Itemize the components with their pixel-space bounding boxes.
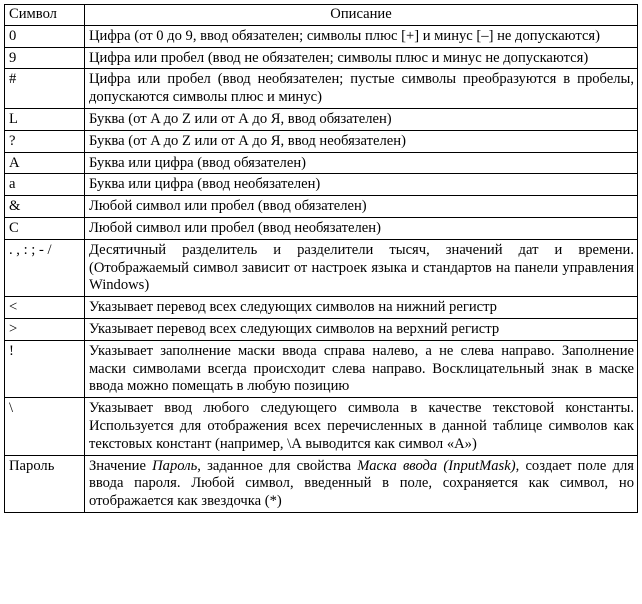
table-row — [5, 297, 638, 319]
row-description: Любой символ или пробел (ввод необязателен) — [85, 217, 638, 239]
row-description: Указывает заполнение маски ввода справа налево, а не слева направо. Заполнение маски символами всегда происходит слева направо. Восклицательный знак в маске ввода можно помещать в любую позицию — [85, 340, 638, 397]
row-symbol: 0 — [5, 25, 85, 47]
desc-text: , создает поле для ввода пароля. Любой символ, введенный в поле, сохраняется как символ, но отображается как звездочка (*) — [89, 457, 634, 510]
row-symbol: Пароль — [5, 455, 85, 512]
row-symbol: 9 — [5, 47, 85, 69]
input-mask-symbols-table-container — [4, 4, 637, 513]
desc-term-input-mask: Маска ввода (InputMask) — [357, 457, 516, 474]
row-symbol: L — [5, 108, 85, 130]
row-description: Буква или цифра (ввод обязателен) — [85, 152, 638, 174]
table-row — [5, 108, 638, 130]
table-row — [5, 455, 638, 512]
header-symbol: Символ — [5, 5, 85, 26]
table-row — [5, 174, 638, 196]
table-row — [5, 152, 638, 174]
table-row — [5, 25, 638, 47]
table-row — [5, 69, 638, 109]
table-row — [5, 398, 638, 455]
table-row — [5, 196, 638, 218]
row-symbol: & — [5, 196, 85, 218]
desc-text: , заданное для свойства — [197, 457, 358, 474]
row-symbol: . , : ; - / — [5, 239, 85, 296]
table-row — [5, 217, 638, 239]
row-symbol: a — [5, 174, 85, 196]
row-symbol: # — [5, 69, 85, 109]
row-description: Буква или цифра (ввод необязателен) — [85, 174, 638, 196]
row-description: Указывает перевод всех следующих символов на нижний регистр — [85, 297, 638, 319]
row-symbol: < — [5, 297, 85, 319]
table-header-row — [5, 5, 638, 26]
row-symbol: ? — [5, 130, 85, 152]
desc-term-password: Пароль — [152, 457, 198, 474]
row-description: Десятичный разделитель и разделители тысяч, значений дат и времени. (Отображаемый символ зависит от настроек языка и стандартов на панели управления Windows) — [85, 239, 638, 296]
row-description: Любой символ или пробел (ввод обязателен) — [85, 196, 638, 218]
header-description: Описание — [85, 5, 638, 26]
row-symbol: > — [5, 318, 85, 340]
row-symbol: ! — [5, 340, 85, 397]
row-description: Цифра (от 0 до 9, ввод обязателен; символы плюс [+] и минус [–] не допускаются) — [85, 25, 638, 47]
table-row — [5, 318, 638, 340]
row-description: Буква (от A до Z или от А до Я, ввод необязателен) — [85, 130, 638, 152]
row-description: Указывает перевод всех следующих символов на верхний регистр — [85, 318, 638, 340]
row-description — [85, 455, 638, 512]
table-row — [5, 130, 638, 152]
row-description: Цифра или пробел (ввод необязателен; пустые символы преобразуются в пробелы, допускаются символы плюс и минус) — [85, 69, 638, 109]
table-row — [5, 47, 638, 69]
row-description: Цифра или пробел (ввод не обязателен; символы плюс и минус не допускаются) — [85, 47, 638, 69]
desc-text: Значение — [89, 457, 153, 474]
row-symbol: C — [5, 217, 85, 239]
row-symbol: \ — [5, 398, 85, 455]
row-description: Буква (от A до Z или от А до Я, ввод обязателен) — [85, 108, 638, 130]
input-mask-symbols-table — [4, 4, 638, 513]
table-row — [5, 340, 638, 397]
row-description: Указывает ввод любого следующего символа в качестве текстовой константы. Используется для отображения всех перечисленных в данной таблице символов как текстовых констант (например, \А выводится как символ «А») — [85, 398, 638, 455]
row-symbol: A — [5, 152, 85, 174]
table-row — [5, 239, 638, 296]
